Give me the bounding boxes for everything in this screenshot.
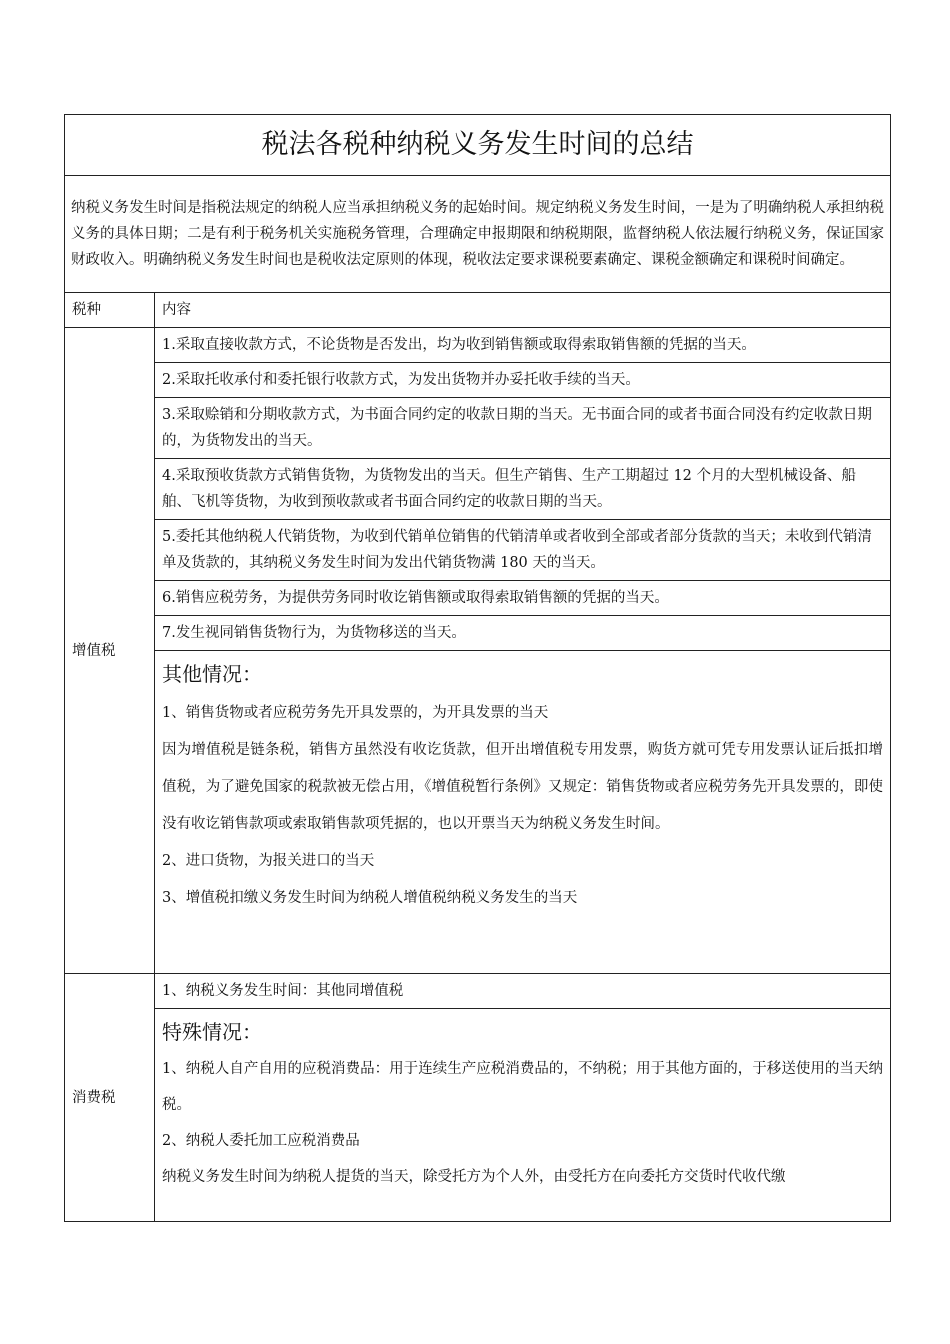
- consumption-rule-1: 1、纳税义务发生时间：其他同增值税: [155, 974, 891, 1009]
- vat-other-item: 1、销售货物或者应税劳务先开具发票的，为开具发票的当天: [162, 705, 549, 721]
- vat-other-item: 3、增值税扣缴义务发生时间为纳税人增值税纳税义务发生的当天: [162, 890, 578, 906]
- consumption-special-heading: 特殊情况：: [162, 1020, 262, 1044]
- vat-rule-4: 4.采取预收货款方式销售货物，为货物发出的当天。但生产销售、生产工期超过 12 个月的大型机械设备、船舶、飞机等货物，为收到预收款或者书面合同约定的收款日期的当天。: [155, 459, 891, 520]
- vat-other-item: 因为增值税是链条税，销售方虽然没有收讫货款，但开出增值税专用发票，购货方就可凭专用发票认证后抵扣增值税，为了避免国家的税款被无偿占用，《增值税暂行条例》又规定：销售货物或者应税劳务先开具发票的，即使没有收讫销售款项或索取销售款项凭据的，也以开票当天为纳税义务发生时间。: [162, 742, 883, 832]
- consumption-special-item: 2、纳税人委托加工应税消费品: [162, 1133, 360, 1149]
- document: [64, 114, 890, 1222]
- tax-summary-table: [64, 114, 891, 1222]
- consumption-special-cell: [155, 1009, 891, 1222]
- intro-paragraph: 纳税义务发生时间是指税法规定的纳税人应当承担纳税义务的起始时间。规定纳税义务发生时间，一是为了明确纳税人承担纳税义务的具体日期；二是有利于税务机关实施税务管理，合理确定申报期限和纳税期限，监督纳税人依法履行纳税义务，保证国家财政收入。明确纳税义务发生时间也是税收法定原则的体现，税收法定要求课税要素确定、课税金额确定和课税时间确定。: [65, 176, 891, 293]
- vat-tax-name: 增值税: [65, 328, 155, 974]
- consumption-row-1: [65, 974, 891, 1009]
- vat-rule-3: 3.采取赊销和分期收款方式，为书面合同约定的收款日期的当天。无书面合同的或者书面合同没有约定收款日期的，为货物发出的当天。: [155, 398, 891, 459]
- vat-rule-5: 5.委托其他纳税人代销货物，为收到代销单位销售的代销清单或者收到全部或者部分货款的当天；未收到代销清单及货款的，其纳税义务发生时间为发出代销货物满 180 天的当天。: [155, 520, 891, 581]
- consumption-row-special: [65, 1009, 891, 1222]
- vat-other-heading: 其他情况：: [162, 662, 262, 686]
- intro-row: [65, 176, 891, 293]
- vat-row-3: [65, 398, 891, 459]
- page-title: 税法各税种纳税义务发生时间的总结: [65, 115, 891, 176]
- vat-rule-6: 6.销售应税劳务，为提供劳务同时收讫销售额或取得索取销售额的凭据的当天。: [155, 581, 891, 616]
- header-content: 内容: [155, 293, 891, 328]
- vat-row-4: [65, 459, 891, 520]
- vat-row-other: [65, 651, 891, 974]
- vat-other-item: 2、进口货物，为报关进口的当天: [162, 853, 375, 869]
- header-row: [65, 293, 891, 328]
- vat-row-7: [65, 616, 891, 651]
- vat-row-1: [65, 328, 891, 363]
- vat-row-5: [65, 520, 891, 581]
- vat-row-6: [65, 581, 891, 616]
- vat-rule-7: 7.发生视同销售货物行为，为货物移送的当天。: [155, 616, 891, 651]
- consumption-special-item: 纳税义务发生时间为纳税人提货的当天，除受托方为个人外，由受托方在向委托方交货时代收代缴: [162, 1169, 786, 1185]
- consumption-special-item: 1、纳税人自产自用的应税消费品：用于连续生产应税消费品的，不纳税；用于其他方面的，于移送使用的当天纳税。: [162, 1061, 883, 1113]
- vat-rule-1: 1.采取直接收款方式，不论货物是否发出，均为收到销售额或取得索取销售额的凭据的当天。: [155, 328, 891, 363]
- title-row: [65, 115, 891, 176]
- consumption-tax-name: 消费税: [65, 974, 155, 1222]
- vat-rule-2: 2.采取托收承付和委托银行收款方式，为发出货物并办妥托收手续的当天。: [155, 363, 891, 398]
- header-tax: 税种: [65, 293, 155, 328]
- vat-other-cell: [155, 651, 891, 974]
- vat-row-2: [65, 363, 891, 398]
